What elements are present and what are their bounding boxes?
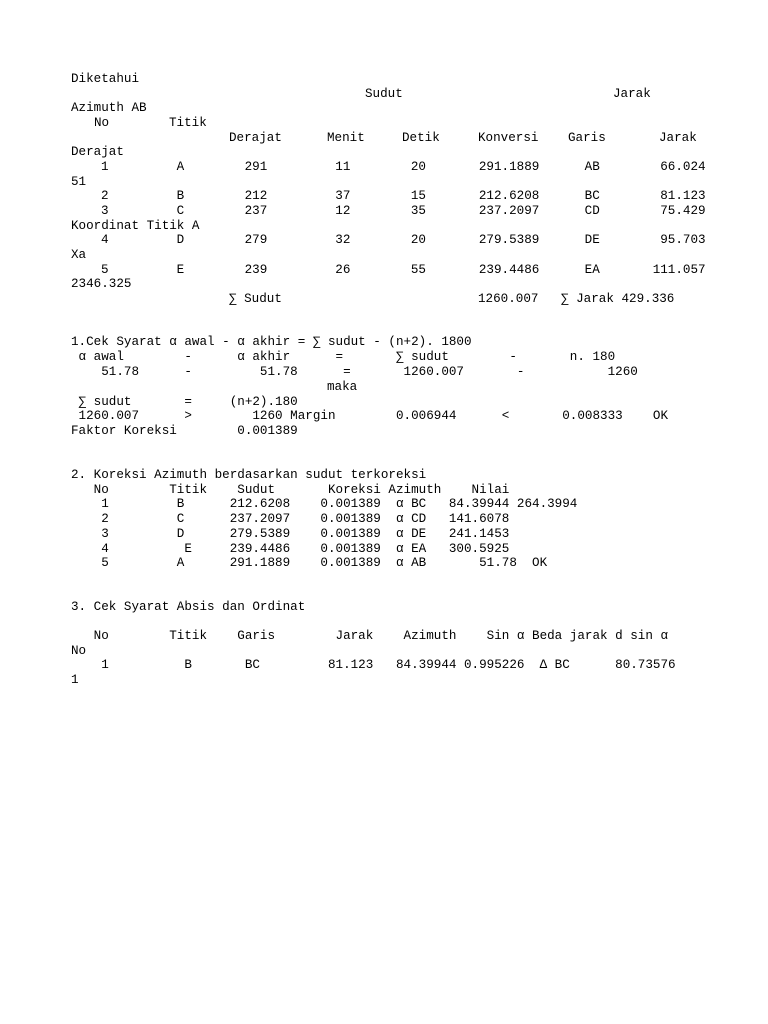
section-1-row: 1260.007 > 1260 Margin 0.006944 < 0.008333 OK xyxy=(71,409,669,423)
header-detik: Detik xyxy=(402,131,440,145)
table-row: 4 D 279 32 20 279.5389 DE 95.703 xyxy=(101,233,706,247)
header-no: No xyxy=(94,116,110,130)
total-sudut-label: ∑ Sudut xyxy=(229,292,282,306)
label-xa: Xa xyxy=(71,248,87,262)
section-1-row: ∑ sudut = (n+2).180 xyxy=(71,395,298,409)
faktor-koreksi: Faktor Koreksi 0.001389 xyxy=(71,424,298,438)
table-row: 2 C 237.2097 0.001389 α CD 141.6078 xyxy=(71,512,510,526)
value-xa: 2346.325 xyxy=(71,277,132,291)
header-titik: Titik xyxy=(169,116,207,130)
section-1-title: 1.Cek Syarat α awal - α akhir = ∑ sudut - (n+2). 1800 xyxy=(71,335,472,349)
table-row: 3 C 237 12 35 237.2097 CD 75.429 xyxy=(101,204,706,218)
section-2-header: No Titik Sudut Koreksi Azimuth Nilai xyxy=(71,483,510,497)
heading-diketahui: Diketahui xyxy=(71,72,140,86)
section-3-label-1: 1 xyxy=(71,673,79,687)
header-garis: Garis xyxy=(568,131,606,145)
table-row: 5 A 291.1889 0.001389 α AB 51.78 OK xyxy=(71,556,548,570)
table-row: 1 B BC 81.123 84.39944 0.995226 Δ BC 80.73576 xyxy=(71,658,676,672)
header-konversi: Konversi xyxy=(478,131,539,145)
header-sudut: Sudut xyxy=(365,87,403,101)
label-koordinat-titik-a: Koordinat Titik A xyxy=(71,219,200,233)
header-menit: Menit xyxy=(327,131,365,145)
section-3-label-no: No xyxy=(71,644,87,658)
label-derajat: Derajat xyxy=(71,145,124,159)
table-row: 3 D 279.5389 0.001389 α DE 241.1453 xyxy=(71,527,510,541)
section-1-row: α awal - α akhir = ∑ sudut - n. 180 xyxy=(71,350,616,364)
total-jarak: ∑ Jarak 429.336 xyxy=(561,292,675,306)
value-azimuth-ab: 51 xyxy=(71,175,87,189)
section-3-title: 3. Cek Syarat Absis dan Ordinat xyxy=(71,600,306,614)
section-2-title: 2. Koreksi Azimuth berdasarkan sudut terkoreksi xyxy=(71,468,427,482)
section-1-row: 51.78 - 51.78 = 1260.007 - 1260 xyxy=(71,365,638,379)
label-azimuth-ab: Azimuth AB xyxy=(71,101,147,115)
table-row: 4 E 239.4486 0.001389 α EA 300.5925 xyxy=(71,542,510,556)
header-derajat: Derajat xyxy=(229,131,282,145)
table-row: 1 A 291 11 20 291.1889 AB 66.024 xyxy=(101,160,706,174)
header-jarak: Jarak xyxy=(659,131,697,145)
section-3-header: No Titik Garis Jarak Azimuth Sin α Beda jarak d sin α xyxy=(71,629,669,643)
total-sudut-value: 1260.007 xyxy=(478,292,539,306)
header-jarak-group: Jarak xyxy=(613,87,651,101)
table-row: 1 B 212.6208 0.001389 α BC 84.39944 264.3994 xyxy=(71,497,578,511)
label-maka: maka xyxy=(327,380,358,394)
table-row: 2 B 212 37 15 212.6208 BC 81.123 xyxy=(101,189,706,203)
table-row: 5 E 239 26 55 239.4486 EA 111.057 xyxy=(101,263,706,277)
